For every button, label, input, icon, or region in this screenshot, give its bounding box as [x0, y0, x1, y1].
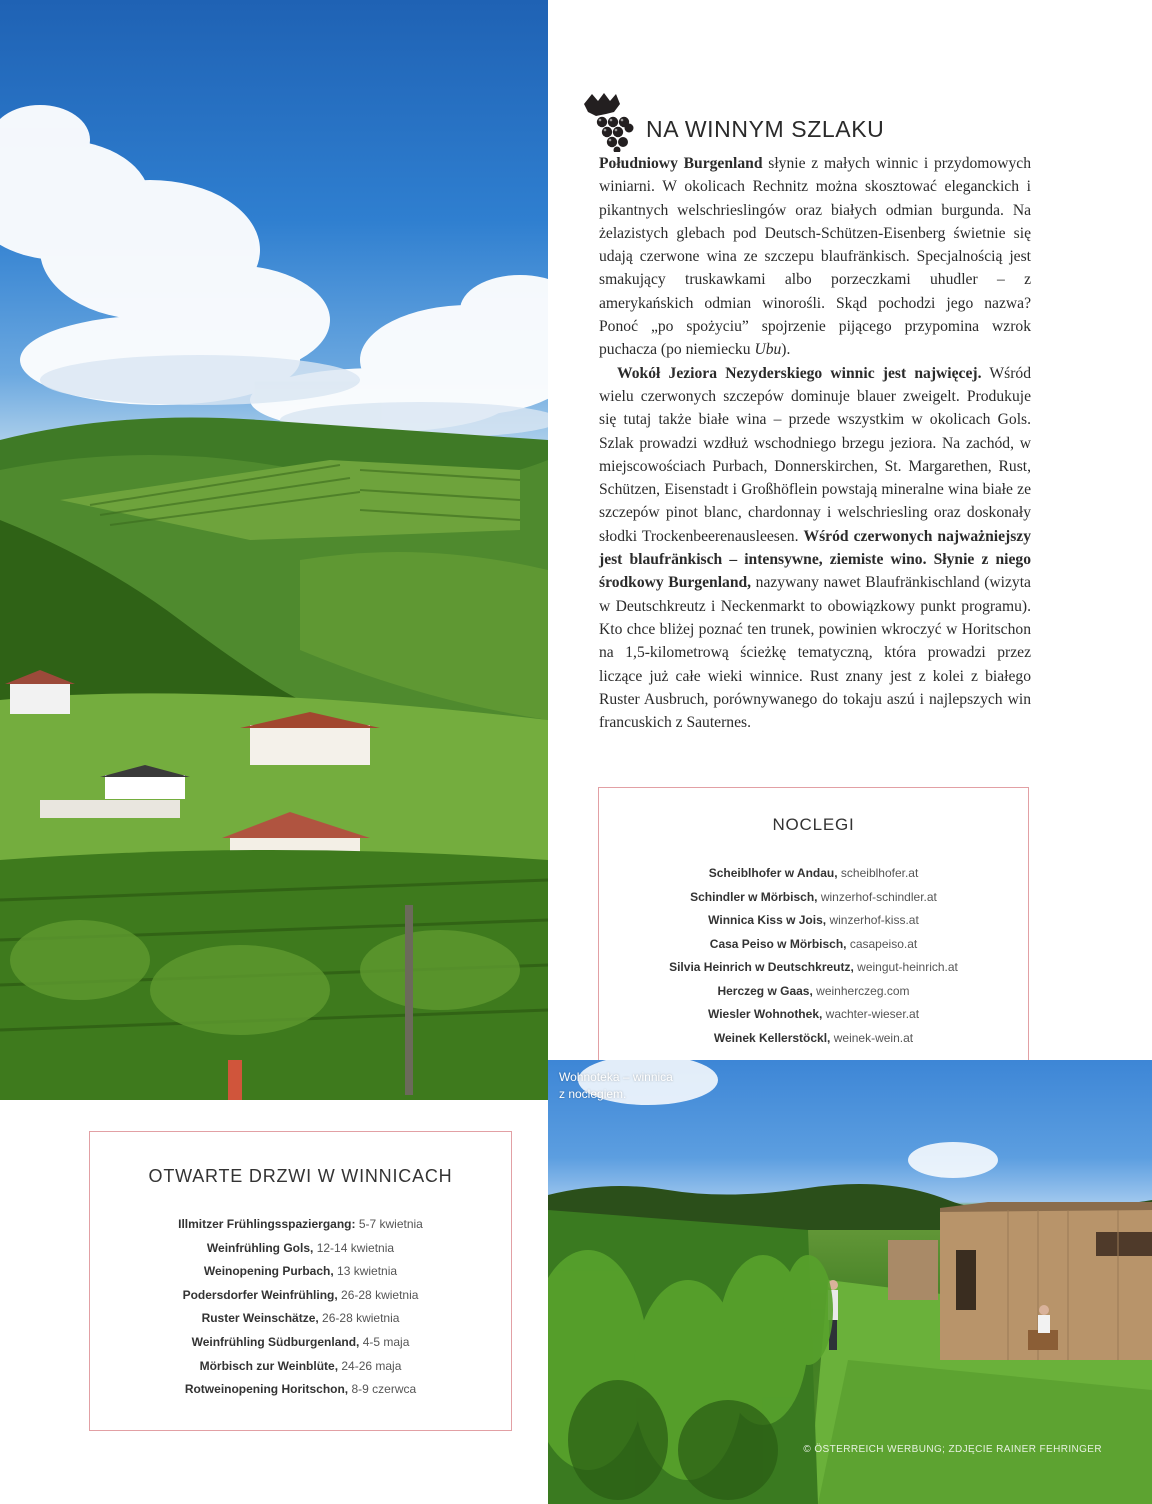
- otwarte-drzwi-item: [90, 1307, 511, 1331]
- noclegi-item-detail: winzerhof-schindler.at: [817, 889, 937, 904]
- otwarte-drzwi-item: [90, 1237, 511, 1261]
- otwarte-drzwi-item-detail: 26-28 kwietnia: [337, 1287, 419, 1302]
- otwarte-drzwi-item-name: Podersdorfer Weinfrühling,: [182, 1287, 338, 1302]
- noclegi-item-name: Scheiblhofer w Andau,: [708, 866, 838, 880]
- noclegi-item-detail: weingut-heinrich.at: [853, 960, 958, 974]
- otwarte-drzwi-item-name: Illmitzer Frühlingsspaziergang:: [178, 1217, 356, 1231]
- wohnothek-illustration: [548, 1060, 1152, 1504]
- article: [599, 90, 1031, 734]
- wohnothek-photo: [548, 1060, 1152, 1504]
- noclegi-item: [599, 909, 1028, 933]
- noclegi-item-name: Winnica Kiss w Jois,: [708, 913, 827, 927]
- noclegi-item-name: Herczeg w Gaas,: [717, 983, 813, 998]
- noclegi-item: [599, 956, 1028, 980]
- otwarte-drzwi-item: [90, 1260, 511, 1284]
- noclegi-box: [598, 787, 1029, 1077]
- landscape-photo: [0, 0, 548, 1100]
- article-text-run: Wśród wielu czerwonych szczepów dominuje blauer zweigelt. Produkuje się tutaj także białe wina – przede wszystkim w okolicach Gols. Szlak prowadzi wzdłuż wschodniego brzegu jeziora. Na zachód, w miejscowościach Purbach, Donnerskirchen, St. Margarethen, Rust, Schützen, Eisenstadt i Großhöflein powstają mineralne wina białe ze szczepów pinot blanc, chardonnay i welschriesling oraz doskonały słodki Trockenbeerenausleesen.: [599, 364, 1031, 545]
- otwarte-drzwi-item-detail: 12-14 kwietnia: [313, 1240, 395, 1255]
- article-text-run: słynie z małych winnic i przydomowych winiarni. W okolicach Rechnitz można skosztować eleganckich i pikantnych welschrieslingów oraz białych odmian burgunda. Na żelazistych glebach pod Deutsch-Schützen-Eisenberg świetnie się udają czerwone wina ze szczepu blaufränkisch. Specjalnością jest smakujący truskawkami albo porzeczkami uhudler – z amerykańskich odmian winorośli. Skąd pochodzi jego nazwa? Ponoć „po spożyciu” spojrzenie pijącego przypomina wzrok puchacza (po niemiecku: [599, 155, 1031, 359]
- noclegi-item: [599, 1027, 1028, 1051]
- article-text-run: Ubu: [754, 341, 782, 359]
- otwarte-drzwi-item: [90, 1378, 511, 1402]
- otwarte-drzwi-item: [90, 1213, 511, 1237]
- photo-credit: © ÖSTERREICH WERBUNG; ZDJĘCIE RAINER FEHRINGER: [803, 1444, 1102, 1455]
- landscape-illustration: [0, 0, 548, 1100]
- noclegi-item: [599, 886, 1028, 910]
- grape-icon: [582, 92, 638, 152]
- noclegi-item: [599, 980, 1028, 1004]
- otwarte-drzwi-item-detail: 26-28 kwietnia: [318, 1311, 400, 1326]
- article-text-run: Wśród czerwonych najważniejszy jest blaufränkisch – intensywne, ziemiste wino. Słynie z niego środkowy Burgenland,: [599, 527, 1031, 592]
- noclegi-item-name: Wiesler Wohnothek,: [707, 1007, 823, 1021]
- otwarte-drzwi-item: [90, 1331, 511, 1355]
- section-title: NA WINNYM SZLAKU: [646, 116, 885, 142]
- section-header: [599, 90, 1031, 152]
- otwarte-drzwi-item-detail: 8-9 czerwca: [348, 1382, 417, 1397]
- noclegi-item: [599, 933, 1028, 957]
- noclegi-item-detail: casapeiso.at: [846, 936, 918, 951]
- noclegi-item-detail: wachter-wieser.at: [822, 1007, 920, 1021]
- otwarte-drzwi-item-name: Ruster Weinschätze,: [201, 1311, 319, 1326]
- otwarte-drzwi-item-name: Weinfrühling Südburgenland,: [191, 1334, 360, 1349]
- article-body: [599, 152, 1031, 734]
- article-text-run: Wokół Jeziora Nezyderskiego winnic jest najwięcej.: [617, 364, 982, 382]
- noclegi-item-detail: weinherczeg.com: [812, 983, 910, 998]
- article-text-run: nazywany nawet Blaufränkischland (wizyta w Deutschkreutz i Neckenmarkt to obowiązkowy punkt programu). Kto chce bliżej poznać ten trunek, powinien wkroczyć w Horitschon na 1,5-kilometrową ścieżkę tematyczną, która prowadzi przez liczące już całe wieki winnice. Rust znany jest z kolei z białego Ruster Ausbruch, porównywanego do tokaju aszú i najlepszych win francuskich z Sauternes.: [599, 574, 1031, 732]
- noclegi-item-detail: winzerhof-kiss.at: [826, 913, 919, 927]
- noclegi-item-name: Casa Peiso w Mörbisch,: [709, 936, 847, 951]
- noclegi-title: NOCLEGI: [772, 815, 855, 834]
- otwarte-drzwi-title: OTWARTE DRZWI W WINNICACH: [148, 1166, 453, 1186]
- noclegi-item-detail: scheiblhofer.at: [837, 866, 919, 880]
- noclegi-list: [599, 862, 1028, 1050]
- noclegi-item-detail: weinek-wein.at: [830, 1030, 914, 1045]
- otwarte-drzwi-item-name: Weinopening Purbach,: [203, 1264, 334, 1279]
- noclegi-item-name: Schindler w Mörbisch,: [690, 889, 818, 904]
- article-paragraph-1: [599, 152, 1031, 362]
- article-text-run: ).: [781, 341, 791, 359]
- otwarte-drzwi-list: [90, 1213, 511, 1402]
- noclegi-item: [599, 862, 1028, 886]
- otwarte-drzwi-item-detail: 24-26 maja: [338, 1358, 402, 1373]
- noclegi-item-name: Silvia Heinrich w Deutschkreutz,: [669, 960, 854, 974]
- otwarte-drzwi-item-detail: 4-5 maja: [359, 1334, 410, 1349]
- photo-caption: Wohnoteka – winnica z noclegiem.: [559, 1070, 673, 1101]
- noclegi-item: [599, 1003, 1028, 1027]
- otwarte-drzwi-item-detail: 5-7 kwietnia: [355, 1217, 423, 1231]
- otwarte-drzwi-item-name: Weinfrühling Gols,: [206, 1240, 314, 1255]
- otwarte-drzwi-item: [90, 1284, 511, 1308]
- article-paragraph-2: [599, 362, 1031, 735]
- otwarte-drzwi-item: [90, 1355, 511, 1379]
- noclegi-item-name: Weinek Kellerstöckl,: [713, 1030, 831, 1045]
- otwarte-drzwi-box: [89, 1131, 512, 1431]
- otwarte-drzwi-item-name: Rotweinopening Horitschon,: [184, 1382, 349, 1397]
- article-text-run: Południowy Burgenland: [599, 155, 763, 172]
- otwarte-drzwi-item-detail: 13 kwietnia: [333, 1264, 398, 1279]
- otwarte-drzwi-item-name: Mörbisch zur Weinblüte,: [199, 1358, 339, 1373]
